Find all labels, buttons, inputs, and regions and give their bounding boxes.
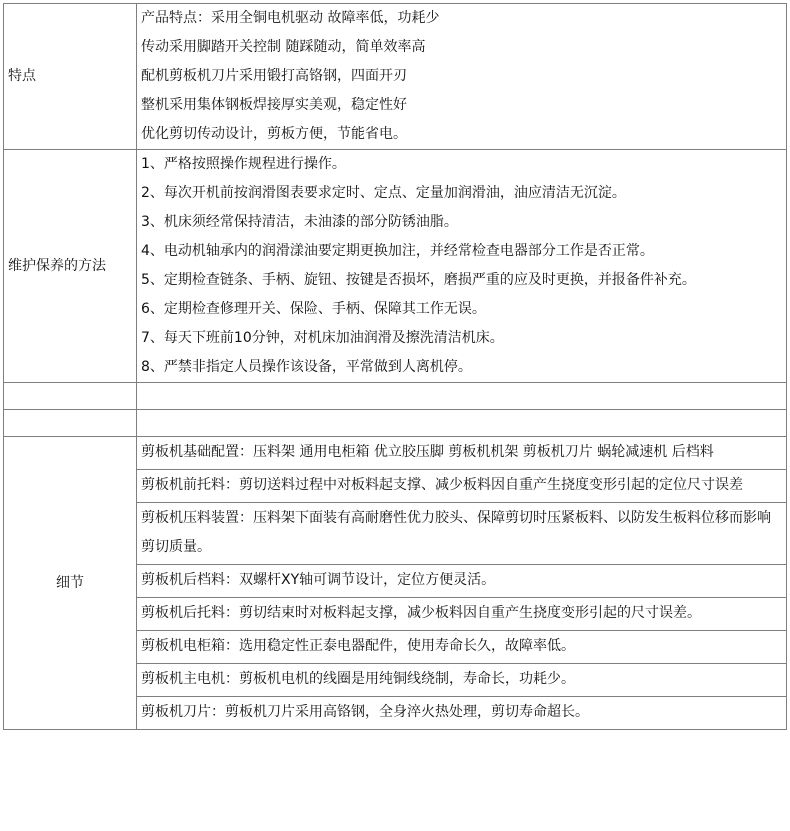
detail-item: 剪板机后托料：剪切结束时对板料起支撑，减少板料因自重产生挠度变形引起的尺寸误差。 [137,598,787,631]
maintenance-item: 6、定期检查修理开关、保险、手柄、保障其工作无误。 [141,301,486,317]
details-label: 细节 [4,437,137,730]
details-row [4,437,787,470]
maintenance-item: 5、定期检查链条、手柄、旋钮、按键是否损坏，磨损严重的应及时更换，并报备件补充。 [141,272,696,288]
feature-line: 产品特点：采用全铜电机驱动 故障率低，功耗少 [141,10,440,26]
maintenance-item: 2、每次开机前按润滑图表要求定时、定点、定量加润滑油，油应清洁无沉淀。 [141,185,626,201]
maintenance-content [137,150,787,383]
maintenance-row [4,150,787,383]
detail-item: 剪板机电柜箱：选用稳定性正泰电器配件，使用寿命长久，故障率低。 [137,631,787,664]
detail-item: 剪板机刀片：剪板机刀片采用高铬钢，全身淬火热处理，剪切寿命超长。 [137,697,787,730]
detail-item: 剪板机基础配置：压料架 通用电柜箱 优立胶压脚 剪板机机架 剪板机刀片 蜗轮减速机 后档料 [137,437,787,470]
maintenance-item: 8、严禁非指定人员操作该设备，平常做到人离机停。 [141,359,472,375]
empty-cell [4,410,137,437]
features-row [4,4,787,150]
detail-item: 剪板机后档料：双螺杆XY轴可调节设计，定位方便灵活。 [137,565,787,598]
detail-item: 剪板机前托料：剪切送料过程中对板料起支撑、减少板料因自重产生挠度变形引起的定位尺寸误差 [137,470,787,503]
feature-line: 配机剪板机刀片采用锻打高铬钢，四面开刃 [141,68,407,84]
detail-item: 剪板机主电机：剪板机电机的线圈是用纯铜线绕制，寿命长，功耗少。 [137,664,787,697]
features-content [137,4,787,150]
empty-row [4,410,787,437]
empty-row [4,383,787,410]
feature-line: 优化剪切传动设计，剪板方便，节能省电。 [141,126,407,142]
empty-cell [137,410,787,437]
feature-line: 传动采用脚踏开关控制 随踩随动，简单效率高 [141,39,426,55]
features-label: 特点 [4,4,137,150]
maintenance-item: 1、严格按照操作规程进行操作。 [141,156,346,172]
empty-cell [137,383,787,410]
spec-table [3,3,787,730]
maintenance-item: 3、机床须经常保持清洁，未油漆的部分防锈油脂。 [141,214,458,230]
maintenance-item: 7、每天下班前10分钟，对机床加油润滑及擦洗清洁机床。 [141,330,504,346]
detail-item: 剪板机压料装置：压料架下面装有高耐磨性优力胶头、保障剪切时压紧板料、以防发生板料位移而影响剪切质量。 [137,503,787,565]
empty-cell [4,383,137,410]
feature-line: 整机采用集体钢板焊接厚实美观，稳定性好 [141,97,407,113]
maintenance-label: 维护保养的方法 [4,150,137,383]
maintenance-item: 4、电动机轴承内的润滑漾油要定期更换加注，并经常检查电器部分工作是否正常。 [141,243,654,259]
